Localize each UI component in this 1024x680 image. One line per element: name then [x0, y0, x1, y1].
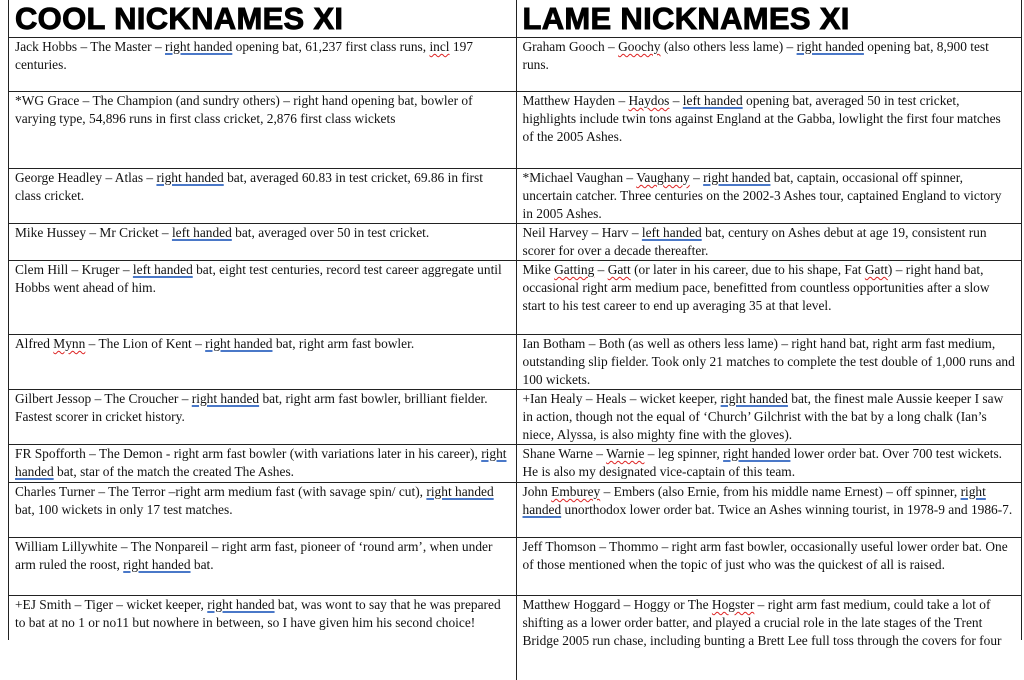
spelling-flag: Gatt	[864, 262, 888, 277]
cool-player-entry[interactable]: Alfred Mynn – The Lion of Kent – right handed bat, right arm fast bowler.	[9, 335, 516, 390]
grammar-flag: left handed	[682, 93, 743, 108]
spelling-flag: Haydos	[628, 93, 670, 108]
lame-player-entry[interactable]: Jeff Thomson – Thommo – right arm fast bowler, occasionally useful lower order bat. One of those mentioned when the topic of just who was the quickest of all is raised.	[516, 538, 1021, 596]
cool-player-entry[interactable]: George Headley – Atlas – right handed bat, averaged 60.83 in test cricket, 69.86 in first class cricket.	[9, 169, 516, 224]
grammar-flag: right handed	[205, 336, 273, 351]
spelling-flag: Gatt	[607, 262, 631, 277]
spelling-flag: Warnie	[606, 446, 645, 461]
cool-nicknames-heading: COOL NICKNAMES XI	[9, 0, 516, 38]
cool-player-entry[interactable]: +EJ Smith – Tiger – wicket keeper, right handed bat, was wont to say that he was prepared to bat at no 1 or no11 but nowhere in between, so I have given him his second choice!	[9, 596, 516, 680]
cool-player-entry[interactable]: Mike Hussey – Mr Cricket – left handed bat, averaged over 50 in test cricket.	[9, 224, 516, 261]
grammar-flag: right handed	[703, 170, 771, 185]
table-row	[9, 335, 1021, 390]
grammar-flag: right handed	[720, 391, 788, 406]
grammar-flag: left handed	[132, 262, 193, 277]
cool-player-entry[interactable]: FR Spofforth – The Demon - right arm fast bowler (with variations later in his career), right handed bat, star of the match the created The Ashes.	[9, 445, 516, 483]
spelling-flag: Emburey	[551, 484, 601, 499]
lame-player-entry[interactable]: John Emburey – Embers (also Ernie, from his middle name Ernest) – off spinner, right handed unorthodox lower order bat. Twice an Ashes winning tourist, in 1978-9 and 1986-7.	[516, 483, 1021, 538]
spelling-flag: Gatting	[554, 262, 595, 277]
table-row	[9, 224, 1021, 261]
spelling-flag: incl	[429, 39, 450, 54]
grammar-flag: right handed	[156, 170, 224, 185]
lame-player-entry[interactable]: Matthew Hayden – Haydos – left handed opening bat, averaged 50 in test cricket, highlights include twin tons against England at the Gabba, lowlight the first four matches of the 2005 Ashes.	[516, 92, 1021, 169]
lame-player-entry[interactable]: +Ian Healy – Heals – wicket keeper, right handed bat, the finest male Aussie keeper I saw in action, though not the equal of ‘Church’ Gilchrist with the bat by a long chalk (Ian’s niece, Alyssa, is also mighty fine with the gloves).	[516, 390, 1021, 445]
table-row	[9, 596, 1021, 680]
spelling-flag: Goochy	[618, 39, 661, 54]
spelling-flag: Mynn	[53, 336, 86, 351]
cool-player-entry[interactable]: William Lillywhite – The Nonpareil – right arm fast, pioneer of ‘round arm’, when under arm ruled the roost, right handed bat.	[9, 538, 516, 596]
table-row	[9, 390, 1021, 445]
cool-player-entry[interactable]: Jack Hobbs – The Master – right handed opening bat, 61,237 first class runs, incl 197 centuries.	[9, 38, 516, 92]
cool-player-entry[interactable]: Charles Turner – The Terror –right arm medium fast (with savage spin/ cut), right handed bat, 100 wickets in only 17 test matches.	[9, 483, 516, 538]
cool-player-entry[interactable]: *WG Grace – The Champion (and sundry others) – right hand opening bat, bowler of varying type, 54,896 runs in first class cricket, 2,876 first class wickets	[9, 92, 516, 169]
header-row	[9, 0, 1021, 38]
grammar-flag: right handed	[165, 39, 233, 54]
table-row	[9, 169, 1021, 224]
lame-player-entry[interactable]: Mike Gatting – Gatt (or later in his career, due to his shape, Fat Gatt) – right hand bat, occasional right arm medium pace, benefitted from countless opportunities after a slow start to his test career to end up averaging 35 at that level.	[516, 261, 1021, 335]
table-row	[9, 538, 1021, 596]
lame-player-entry[interactable]: Ian Botham – Both (as well as others less lame) – right hand bat, right arm fast medium, outstanding slip fielder. Took only 21 matches to complete the test double of 1,000 runs and 100 wickets.	[516, 335, 1021, 390]
grammar-flag: right handed	[796, 39, 864, 54]
table-row	[9, 445, 1021, 483]
lame-nicknames-heading: LAME NICKNAMES XI	[522, 1, 850, 36]
table-row	[9, 483, 1021, 538]
nicknames-table	[9, 0, 1021, 680]
grammar-flag: left handed	[641, 225, 702, 240]
grammar-flag: left handed	[171, 225, 232, 240]
grammar-flag: right handed	[123, 557, 191, 572]
table-row	[9, 38, 1021, 92]
grammar-flag: right handed	[723, 446, 791, 461]
spelling-flag: Vaughany	[636, 170, 690, 185]
table-row	[9, 92, 1021, 169]
grammar-flag: right handed	[191, 391, 260, 406]
lame-player-entry[interactable]: Graham Gooch – Goochy (also others less lame) – right handed opening bat, 8,900 test runs.	[516, 38, 1021, 92]
table-row	[9, 261, 1021, 335]
grammar-flag: right handed	[426, 484, 494, 499]
table-body	[9, 38, 1021, 680]
grammar-flag: right handed	[522, 484, 986, 517]
cool-player-entry[interactable]: Clem Hill – Kruger – left handed bat, eight test centuries, record test career aggregate until Hobbs went ahead of him.	[9, 261, 516, 335]
grammar-flag: right handed	[207, 597, 275, 612]
cool-player-entry[interactable]: Gilbert Jessop – The Croucher – right handed bat, right arm fast bowler, brilliant fielder. Fastest scorer in cricket history.	[9, 390, 516, 445]
spelling-flag: Hogster	[711, 597, 755, 612]
lame-player-entry[interactable]: Neil Harvey – Harv – left handed bat, century on Ashes debut at age 19, consistent run scorer for over a decade thereafter.	[516, 224, 1021, 261]
lame-player-entry[interactable]: *Michael Vaughan – Vaughany – right handed bat, captain, occasional off spinner, uncertain catcher. Three centuries on the 2002-3 Ashes tour, captained England to victory in 2005 Ashes.	[516, 169, 1021, 224]
lame-player-entry[interactable]: Matthew Hoggard – Hoggy or The Hogster – right arm fast medium, could take a lot of shifting as a lower order batter, and played a crucial role in the late stages of the Trent Bridge 2005 run chase, including bunting a Brett Lee full toss through the covers for four	[516, 596, 1021, 680]
grammar-flag: right handed	[15, 446, 507, 479]
document-page	[8, 0, 1022, 648]
lame-player-entry[interactable]: Shane Warne – Warnie – leg spinner, right handed lower order bat. Over 700 test wickets. He is also my designated vice-captain of this team.	[516, 445, 1021, 483]
